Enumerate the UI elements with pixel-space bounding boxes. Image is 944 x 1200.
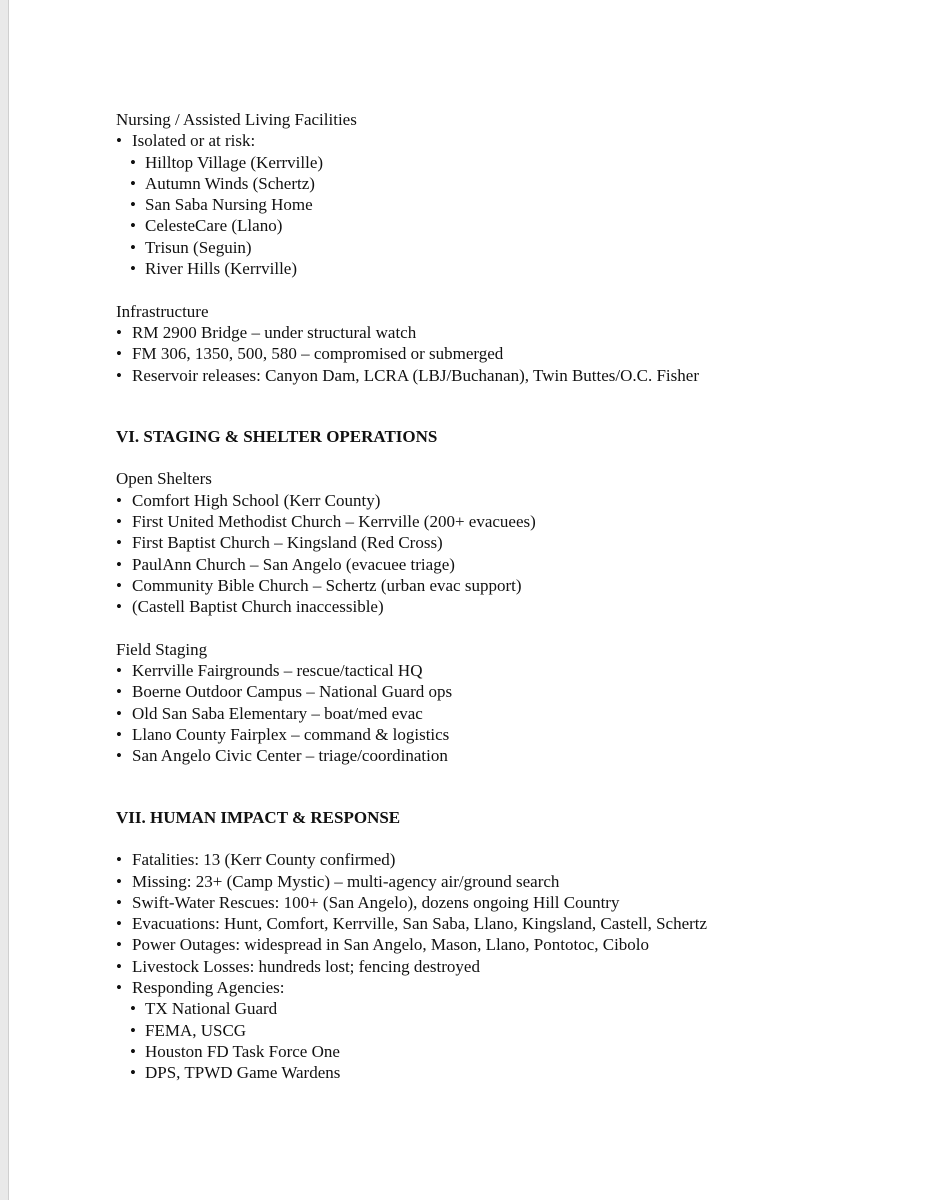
impact-item: • Power Outages: widespread in San Angelo, Mason, Llano, Pontotoc, Cibolo (116, 934, 896, 955)
open-shelters-list (116, 490, 896, 618)
shelter-item: • First Baptist Church – Kingsland (Red Cross) (116, 532, 896, 553)
agency-item: • DPS, TPWD Game Wardens (116, 1062, 896, 1083)
impact-item: • Evacuations: Hunt, Comfort, Kerrville, San Saba, Llano, Kingsland, Castell, Schertz (116, 913, 896, 934)
agency-item: • TX National Guard (116, 998, 896, 1019)
shelter-item: • Community Bible Church – Schertz (urban evac support) (116, 575, 896, 596)
infrastructure-item: • Reservoir releases: Canyon Dam, LCRA (LBJ/Buchanan), Twin Buttes/O.C. Fisher (116, 365, 896, 386)
nursing-lead: • Isolated or at risk: (116, 130, 896, 151)
agency-item: • FEMA, USCG (116, 1020, 896, 1041)
facility-item: • San Saba Nursing Home (116, 194, 896, 215)
shelter-item: • First United Methodist Church – Kerrville (200+ evacuees) (116, 511, 896, 532)
nursing-title: Nursing / Assisted Living Facilities (116, 110, 357, 129)
infrastructure-item: • FM 306, 1350, 500, 580 – compromised or submerged (116, 343, 896, 364)
shelter-item: • (Castell Baptist Church inaccessible) (116, 596, 896, 617)
staging-item: • San Angelo Civic Center – triage/coordination (116, 745, 896, 766)
infrastructure-title: Infrastructure (116, 301, 209, 321)
impact-item: • Swift-Water Rescues: 100+ (San Angelo), dozens ongoing Hill Country (116, 892, 896, 913)
field-staging-title: Field Staging (116, 639, 208, 659)
impact-item: • Fatalities: 13 (Kerr County confirmed) (116, 849, 896, 870)
section-7-heading: VII. HUMAN IMPACT & RESPONSE (116, 807, 401, 827)
open-shelters-title: Open Shelters (116, 469, 212, 489)
staging-item: • Boerne Outdoor Campus – National Guard ops (116, 681, 896, 702)
document-page (8, 0, 944, 1200)
document-content (116, 109, 896, 1083)
staging-item: • Llano County Fairplex – command & logistics (116, 724, 896, 745)
agency-list (116, 998, 896, 1083)
infrastructure-list (116, 322, 896, 386)
section-6-heading: VI. STAGING & SHELTER OPERATIONS (116, 426, 438, 446)
facility-item: • CelesteCare (Llano) (116, 215, 896, 236)
facility-item: • River Hills (Kerrville) (116, 258, 896, 279)
shelter-item: • PaulAnn Church – San Angelo (evacuee triage) (116, 554, 896, 575)
staging-item: • Old San Saba Elementary – boat/med evac (116, 703, 896, 724)
facility-item: • Autumn Winds (Schertz) (116, 173, 896, 194)
agency-item: • Houston FD Task Force One (116, 1041, 896, 1062)
facility-item: • Trisun (Seguin) (116, 237, 896, 258)
facility-item: • Hilltop Village (Kerrville) (116, 152, 896, 173)
staging-item: • Kerrville Fairgrounds – rescue/tactical HQ (116, 660, 896, 681)
impact-list (116, 849, 896, 998)
impact-item: • Livestock Losses: hundreds lost; fencing destroyed (116, 956, 896, 977)
nursing-list (116, 130, 896, 151)
shelter-item: • Comfort High School (Kerr County) (116, 490, 896, 511)
infrastructure-item: • RM 2900 Bridge – under structural watch (116, 322, 896, 343)
impact-item: • Responding Agencies: (116, 977, 896, 998)
impact-item: • Missing: 23+ (Camp Mystic) – multi-agency air/ground search (116, 871, 896, 892)
field-staging-list (116, 660, 896, 766)
facility-list (116, 152, 896, 280)
